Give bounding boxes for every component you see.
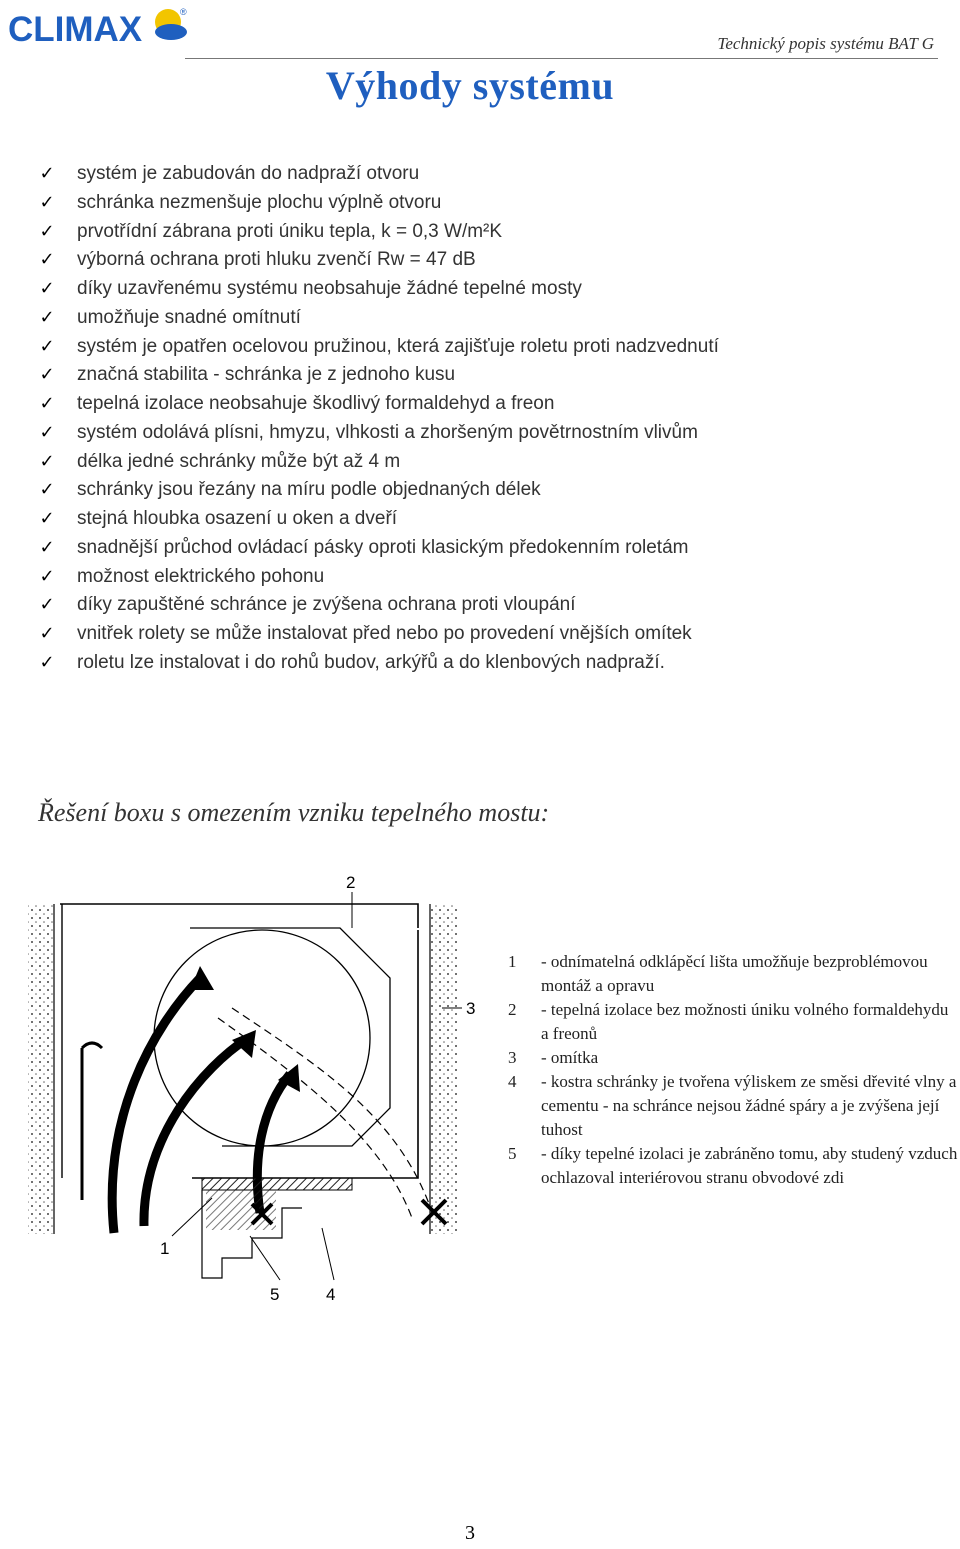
page-title: Výhody systému (325, 63, 615, 108)
diagram-label-1: 1 (160, 1239, 170, 1258)
check-icon: ✓ (39, 278, 55, 299)
check-icon: ✓ (39, 220, 55, 242)
registered-mark: ® (180, 7, 187, 17)
diagram-label-5: 5 (270, 1285, 280, 1304)
check-icon: ✓ (39, 335, 55, 357)
legend-item: 2 - tepelná izolace bez možnosti úniku volného formaldehydu a freonů (508, 1000, 949, 1043)
check-icon: ✓ (39, 306, 55, 328)
check-icon: ✓ (39, 479, 55, 501)
header-subtitle: Technický popis systému BAT G (717, 34, 934, 53)
diagram-label-2: 2 (346, 873, 356, 892)
check-icon: ✓ (39, 565, 55, 587)
check-icon: ✓ (39, 450, 55, 472)
legend-item: 1 - odnímatelná odklápěcí lišta umožňuje bezproblémovou montáž a opravu (508, 952, 928, 995)
page-number: 3 (465, 1522, 475, 1544)
header-divider (185, 58, 938, 59)
check-icon: ✓ (39, 163, 55, 184)
legend-item: 4 - kostra schránky je tvořena výliskem ze směsi dřevité vlny a cementu - na schránce nejsou žádné spáry a je zvýšena její tuhost (508, 1072, 957, 1139)
check-icon: ✓ (39, 508, 55, 529)
diagram-label-4: 4 (326, 1285, 336, 1304)
check-icon: ✓ (39, 191, 55, 213)
climax-logo (8, 6, 188, 46)
section-heading: Řešení boxu s omezením vzniku tepelného mostu: (38, 798, 550, 827)
check-icon: ✓ (39, 364, 55, 386)
diagram-label-3: 3 (466, 999, 476, 1018)
legend-item: 3 - omítka (508, 1048, 599, 1067)
check-icon: ✓ (39, 651, 55, 673)
legend-item: 5 - díky tepelné izolaci je zabráněno tomu, aby studený vzduch ochlazoval interiérovou stranu obvodové zdi (508, 1144, 958, 1187)
check-icon: ✓ (39, 594, 55, 616)
plaster-left (28, 904, 54, 1234)
logo-text: CLIMAX (8, 10, 143, 46)
diagram-legend (505, 950, 960, 1190)
check-icon: ✓ (39, 536, 55, 558)
check-icon: ✓ (39, 249, 55, 271)
check-icon: ✓ (39, 393, 55, 414)
plaster-right (430, 904, 458, 1234)
check-icon: ✓ (39, 623, 55, 644)
check-icon: ✓ (39, 421, 55, 443)
roller-box-diagram (22, 868, 500, 1320)
